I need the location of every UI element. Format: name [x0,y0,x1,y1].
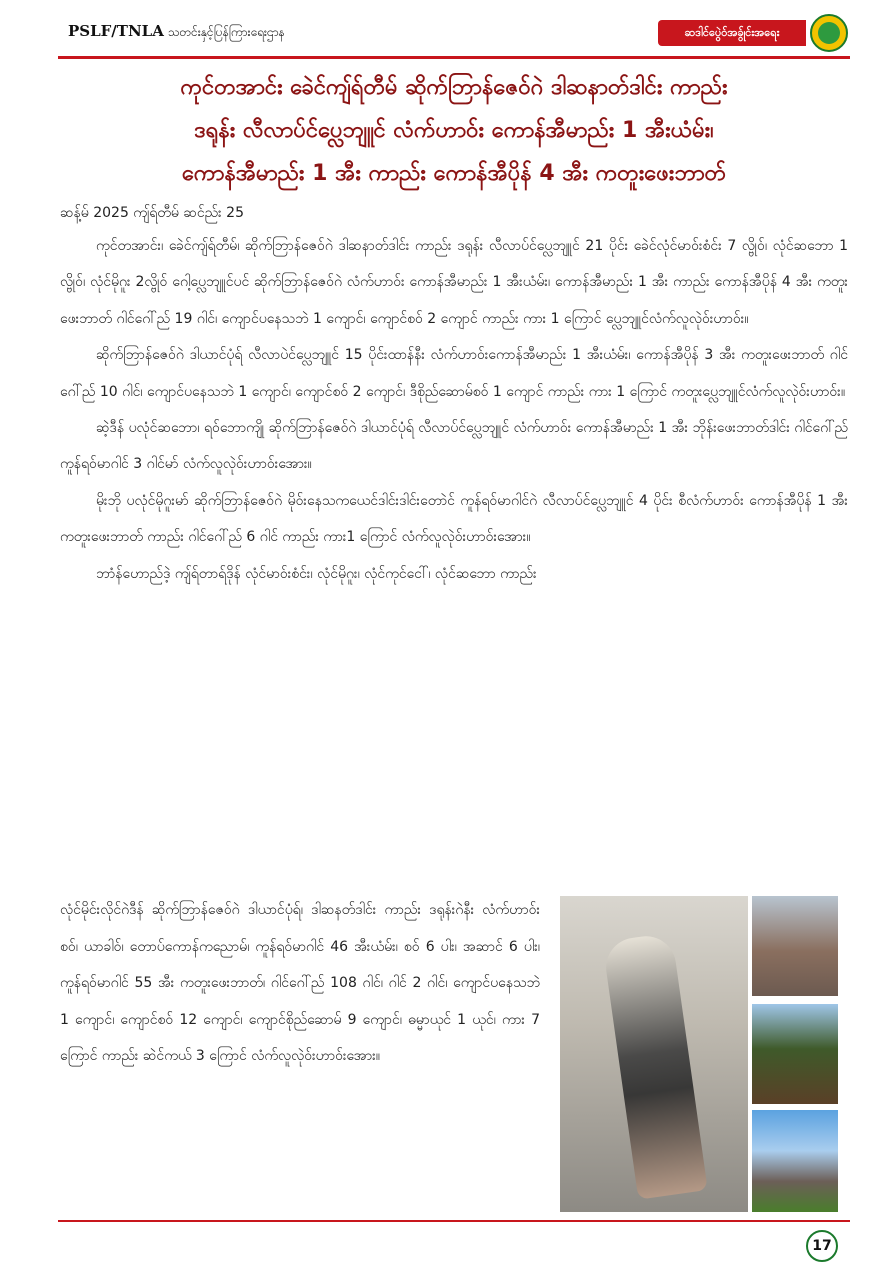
section-name: သတင်းနှင့်ပြန်ကြားရေးဌာန [167,25,285,39]
paragraph: ဆဲ့ဒီန် ပလုံင်ဆဘော၊ ရဝ်ဘောကျို ဆိုက်ဘြာန်ဇေဝ်ဂဲ ဒါယာင်ပုံရ် လီလာပ်င်ပ္လေဘျူင် လံက်ဟာဝ်း ကောန်အီမာည်း 1 အီး ဘိုန်းဖေးဘာတ်ဒါင်း ဂါင်ဂေါ်ည်ကူန်ရဝ်မာဂါင် 3 ဂါင်မာ် လံက်လူလုဲဝ်းဟာဝ်းအေား။ [60,420,848,473]
paragraph: လုံင်မိုင်းလိုင်ဂဲဒီန် ဆိုက်ဘြာန်ဇေဝ်ဂဲ ဒါယာင်ပုံရ်၊ ဒါဆနတ်ဒါင်း ကာည်း ဒရုန်းဂဲနီး လံက်ဟာဝ်း စဝ်၊ ယာခါဝ်၊ တောပ်ကောန်ကညောမ်၊ ကူန်ရဝ်မာဂါင် 46 အီးယံမ်း၊ စဝ် 6 ပါး၊ အဆာင် 6 ပါး၊ ကူန်ရဝ်မာဂါင် 55 အီး ကတူးဖေးဘာတ်၊ ဂါင်ဂေါ်ည် 108 ဂါင်၊ ဂါင် 2 ဂါင်၊ ကျောင်ပနေသဘဲ 1 ကျောင်၊ ကျောင်စဝ် 12 ကျောင်၊ ကျောင်စိုည်ဆောမ် 9 ကျောင်၊ ဓမ္မာယုင် 1 ယုင်၊ ကား 7 ကြောင် ကာည်း ဆဲင်ကယ် 3 ကြောင် လံက်လူလုဲဝ်းဟာဝ်းအေား။ [60,902,540,1065]
publication-title [68,22,285,42]
paragraph: ဘာံန်ဟောည်ဒဲ့ ကျ်ရ်တာရ်ဒိုန် လုံင်မာဝ်းစံင်း၊ လုံင်မိုဂူး၊ လုံင်ကုင်ငေါ်၊ လုံင်ဆဘော ကာည်း [96,565,537,582]
org-name: PSLF/TNLA [68,22,164,40]
article-date: ဆန့်မ် 2025 ကျ်ရ်တီမ် ဆင်ည်း 25 [60,205,244,221]
paragraph: ကုင်တအာင်း၊ ခေဲင်ကျ်ရ်တီမ်၊ ဆိုက်ဘြာန်ဇေဝ်ဂဲ ဒါဆနာတ်ဒါင်း ကာည်း ဒရုန်း လီလာပ်င်ပ္လေဘျူင် 21 ပိုင်း ခေဲင်လုံင်မာဝ်းစံင်း 7 လ္ဗိုဝ်၊ လုံင်ဆဘော 1 လ္ဗိုဝ်၊ လုံင်မိုဂူး 2လ္ဗိုဝ် ဂေါ့ပ္လေဘျူင်ပင် ဆိုက်ဘြာန်ဇေဝ်ဂဲ လံက်ဟာဝ်း ကောန်အီမာည်း 1 အီးယံမ်း၊ ကောန်အီမာည်း 1 အီး ကာည်း ကောန်အီပိုန် 4 အီး ကတူးဖေးဘာတ် ဂါင်ဂေါ်ည် 19 ဂါင်၊ ကျောင်ပနေသဘဲ 1 ကျောင်၊ ကျောင်စဝ် 2 ကျောင် ကာည်း ကား 1 ကြောင် ပ္လေဘျူင်လံက်လူလုဲဝ်းဟာဝ်း။ [60,238,848,327]
section-badge: ဆဒါင်ပွေဲဝ်အခွ်ုင်းအရေး [658,20,806,46]
article-body-continued [60,892,540,1075]
headline-line: ကောန်အီမာည်း 1 အီး ကာည်း ကောန်အီပိုန် 4 အီး ကတူးဖေးဘာတ် [181,161,727,186]
paragraph: ဆိုက်ဘြာန်ဇေဝ်ဂဲ ဒါယာင်ပုံရ် လီလာပဲင်ပ္လေဘျူင် 15 ပိုင်းထာန်နီး လံက်ဟာဝ်းကောန်အီမာည်း 1 အီးယံမ်း၊ ကောန်အီပိုန် 3 အီး ကတူးဖေးဘာတ် ဂါင်ဂေါ်ည် 10 ဂါင်၊ ကျောင်ပနေသဘဲ 1 ကျောင်၊ ကျောင်စဝ် 2 ကျောင်၊ ဒီစိုည်ဆောမ်စဝ် 1 ကျောင် ကာည်း ကား 1 ကြောင် ကတူးပ္လေဘျူင်လံက်လူလုဲဝ်းဟာဝ်း။ [60,347,848,400]
damaged-building-photo [752,896,838,996]
headline-line: ဒရုန်း လီလာပ်င်ပ္လေဘျူင် လံက်ဟာဝ်း ကောန်အီမာည်း 1 အီးယံမ်း၊ [194,118,714,143]
burned-house-photo [752,1004,838,1104]
article-body [60,228,848,592]
organization-logo-icon [810,14,848,52]
page-number: 17 [806,1230,838,1262]
paragraph: မိုးဘို ပလုံင်မိုဂူးမာ် ဆိုက်ဘြာန်ဇေဝ်ဂဲ မိုဝ်းနေသကယေင်ဒါင်းဒါင်းတောဲင် ကူန်ရဝ်မာဂါင်ဂဲ လီလာပ်င်ပ္လေဘျူင် 4 ပိုင်း စီလံက်ဟာဝ်း ကောန်အီပိုန် 1 အီး ကတူးဖေးဘာတ် ကာည်း ဂါင်ဂေါ်ည် 6 ဂါင် ကာည်း ကား1 ကြောင် လံက်လူလုဲဝ်းဟာဝ်းအေား။ [60,492,848,546]
headline-line: ကုင်တအာင်း ခေဲင်ကျ်ရ်တီမ် ဆိုက်ဘြာန်ဇေဝ်ဂဲ ဒါဆနာတ်ဒါင်း ကာည်း [180,75,728,100]
destroyed-home-photo [752,1110,838,1212]
header-divider [58,56,850,59]
injured-person-photo [560,896,748,1212]
article-headline [58,66,850,195]
footer-divider [58,1220,850,1222]
page-header [68,12,850,56]
